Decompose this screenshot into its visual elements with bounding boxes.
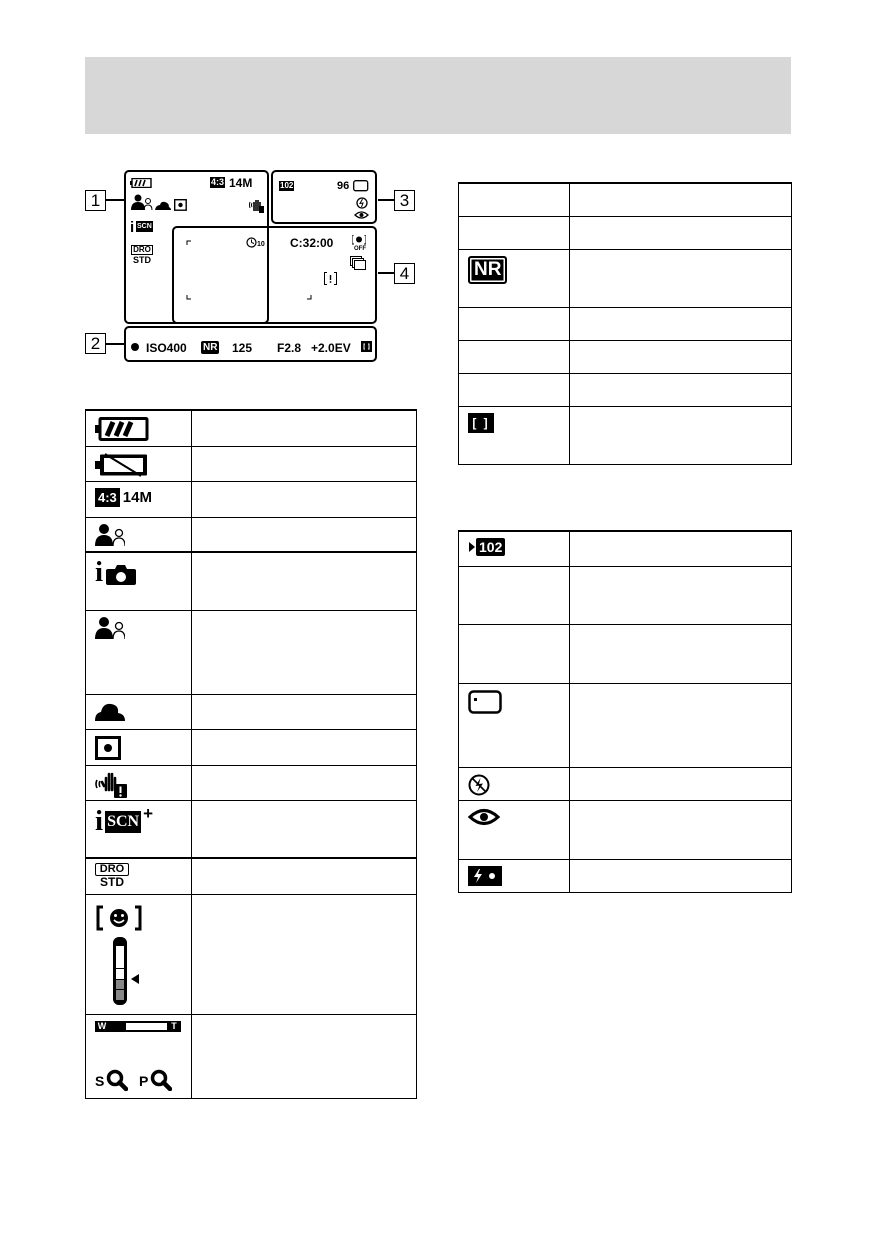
description-cell bbox=[570, 624, 792, 683]
icon-cell bbox=[459, 683, 570, 767]
table-row bbox=[459, 859, 792, 892]
image-count: 96 bbox=[337, 180, 350, 192]
icon-cell bbox=[459, 249, 570, 307]
description-cell bbox=[570, 216, 792, 249]
plus-mark: + bbox=[143, 803, 154, 823]
image-size-text: 14M bbox=[122, 488, 152, 506]
description-cell bbox=[570, 373, 792, 406]
right-indicator-table-1 bbox=[458, 182, 792, 465]
icon-cell bbox=[459, 531, 570, 566]
icon-cell bbox=[86, 894, 192, 1014]
shutter-speed: 125 bbox=[232, 341, 253, 355]
screen-diagram bbox=[80, 168, 425, 368]
callout-1: 1 bbox=[85, 190, 106, 211]
callout-1-line bbox=[106, 199, 124, 201]
burst-icon bbox=[350, 256, 367, 271]
precision-zoom-label: P bbox=[139, 1072, 149, 1089]
intelligent-auto-icon bbox=[95, 556, 191, 588]
table-row bbox=[459, 531, 792, 566]
table-row bbox=[86, 694, 417, 729]
table-row bbox=[86, 765, 417, 800]
self-timer-value: 10 bbox=[257, 241, 265, 248]
focus-indicator-icon bbox=[131, 343, 139, 351]
description-cell bbox=[192, 481, 417, 517]
battery-icon bbox=[95, 417, 149, 441]
icon-cell bbox=[459, 373, 570, 406]
superior-auto-icon bbox=[95, 803, 191, 837]
description-cell bbox=[570, 406, 792, 464]
icon-cell bbox=[459, 767, 570, 800]
callout-4: 4 bbox=[394, 263, 415, 284]
landscape-icon bbox=[95, 701, 125, 721]
description-cell bbox=[570, 800, 792, 859]
folder-arrow-icon bbox=[468, 541, 476, 553]
table-row bbox=[86, 1014, 417, 1098]
zoom-scale-icon bbox=[95, 1021, 185, 1097]
description-cell bbox=[192, 800, 417, 858]
dro-bottom-label: STD bbox=[133, 255, 151, 265]
dro-bottom-label: STD bbox=[100, 875, 124, 889]
table-row bbox=[459, 767, 792, 800]
table-row bbox=[86, 410, 417, 446]
icon-cell bbox=[459, 406, 570, 464]
icon-cell bbox=[86, 410, 192, 446]
aperture-value: F2.8 bbox=[277, 341, 302, 355]
description-cell bbox=[570, 307, 792, 340]
aspect-ratio-badge: 4:3 bbox=[95, 488, 120, 507]
icon-cell bbox=[459, 800, 570, 859]
superior-auto-icon: SCN bbox=[137, 223, 152, 230]
spot-metering-icon bbox=[95, 736, 121, 760]
icon-cell bbox=[459, 859, 570, 892]
iso-label: ISO400 bbox=[146, 341, 187, 355]
icon-cell bbox=[459, 307, 570, 340]
superior-auto-letter: i bbox=[95, 804, 104, 837]
magnifier-icon bbox=[106, 1069, 128, 1091]
af-frame-icon bbox=[174, 228, 374, 322]
callout-2: 2 bbox=[85, 333, 106, 354]
callout-2-line bbox=[106, 343, 124, 345]
battery-empty-icon bbox=[95, 453, 149, 477]
icon-cell bbox=[86, 610, 192, 694]
description-cell bbox=[192, 517, 417, 552]
table-row bbox=[86, 800, 417, 858]
superior-auto-letter: i bbox=[130, 219, 135, 236]
table-row bbox=[459, 373, 792, 406]
description-cell bbox=[192, 694, 417, 729]
table-row bbox=[459, 340, 792, 373]
description-cell bbox=[192, 894, 417, 1014]
icon-cell bbox=[86, 481, 192, 517]
icon-cell bbox=[459, 340, 570, 373]
icon-cell bbox=[459, 216, 570, 249]
dro-top-label: DRO bbox=[95, 863, 129, 876]
zoom-w-label: W bbox=[95, 1021, 109, 1032]
flash-off-icon bbox=[468, 774, 490, 796]
left-indicator-table bbox=[85, 409, 417, 1099]
af-range-finder-icon: [ ] bbox=[468, 413, 494, 433]
camera-shake-warning-icon bbox=[95, 772, 129, 798]
description-cell bbox=[192, 1014, 417, 1098]
nr-icon: NR bbox=[203, 342, 218, 353]
landscape-icon bbox=[155, 201, 171, 210]
dro-icon bbox=[131, 245, 153, 265]
red-eye-reduction-icon bbox=[468, 807, 500, 827]
smile-shutter-icon bbox=[352, 235, 366, 245]
table-row bbox=[86, 481, 417, 517]
table-row bbox=[86, 858, 417, 894]
magnifier-icon bbox=[150, 1069, 172, 1091]
display-area-4 bbox=[172, 226, 377, 324]
smile-detection-icon bbox=[95, 901, 155, 1009]
portrait-scene-icon bbox=[131, 194, 153, 210]
description-cell bbox=[570, 767, 792, 800]
table-row bbox=[86, 610, 417, 694]
table-row bbox=[459, 683, 792, 767]
table-row bbox=[459, 800, 792, 859]
zoom-fill bbox=[109, 1023, 126, 1030]
icon-cell bbox=[459, 566, 570, 624]
exposure-value: +2.0EV bbox=[311, 341, 351, 355]
dro-icon bbox=[95, 863, 129, 889]
description-cell bbox=[192, 610, 417, 694]
table-row bbox=[86, 729, 417, 765]
portrait-scene-icon bbox=[95, 524, 125, 546]
description-cell bbox=[570, 249, 792, 307]
icon-cell bbox=[86, 694, 192, 729]
smart-zoom-label: S bbox=[95, 1072, 105, 1089]
camera-shake-icon bbox=[249, 197, 265, 213]
table-row bbox=[459, 624, 792, 683]
callout-3: 3 bbox=[394, 190, 415, 211]
af-range-icon bbox=[361, 341, 372, 352]
description-cell bbox=[192, 446, 417, 481]
icon-cell bbox=[86, 800, 192, 858]
camera-icon bbox=[106, 563, 136, 585]
table-row bbox=[86, 894, 417, 1014]
smile-shutter-off: OFF bbox=[354, 246, 366, 252]
table-row bbox=[459, 566, 792, 624]
description-cell bbox=[570, 566, 792, 624]
icon-cell bbox=[86, 858, 192, 894]
description-cell bbox=[570, 683, 792, 767]
description-cell bbox=[570, 859, 792, 892]
scn-badge: SCN bbox=[105, 811, 141, 833]
table-row bbox=[459, 216, 792, 249]
table-row bbox=[459, 249, 792, 307]
callout-4-line bbox=[378, 272, 394, 274]
intelligent-auto-letter: i bbox=[95, 556, 104, 588]
scene-recognition-icon bbox=[95, 617, 125, 639]
icon-cell bbox=[459, 624, 570, 683]
aspect-ratio-icon: 4:3 bbox=[211, 177, 225, 187]
icon-cell bbox=[459, 183, 570, 216]
flash-off-icon bbox=[356, 197, 368, 209]
battery-icon bbox=[130, 178, 152, 188]
table-row bbox=[459, 307, 792, 340]
red-eye-icon bbox=[354, 210, 369, 220]
icon-cell bbox=[86, 446, 192, 481]
folder-number: 102 bbox=[476, 538, 505, 556]
icon-cell bbox=[86, 1014, 192, 1098]
description-cell bbox=[192, 410, 417, 446]
description-cell bbox=[192, 552, 417, 610]
table-row bbox=[459, 183, 792, 216]
icon-cell bbox=[86, 729, 192, 765]
icon-cell bbox=[86, 552, 192, 610]
internal-memory-icon bbox=[468, 690, 502, 714]
zoom-t-label: T bbox=[167, 1021, 181, 1032]
display-area-2 bbox=[124, 326, 377, 362]
description-cell bbox=[192, 765, 417, 800]
flash-charging-icon bbox=[468, 866, 502, 886]
image-size-icon bbox=[95, 488, 191, 507]
callout-3-line bbox=[378, 199, 394, 201]
face-detection-icon bbox=[324, 272, 337, 285]
description-cell bbox=[570, 531, 792, 566]
table-row bbox=[86, 446, 417, 481]
description-cell bbox=[192, 858, 417, 894]
folder-icon: 102 bbox=[280, 181, 294, 190]
description-cell bbox=[570, 183, 792, 216]
dro-top-label: DRO bbox=[131, 245, 153, 255]
image-size-label: 14M bbox=[229, 176, 253, 190]
right-indicator-table-2 bbox=[458, 530, 792, 893]
spot-metering-icon bbox=[174, 199, 187, 211]
noise-reduction-icon: NR bbox=[468, 256, 507, 284]
icon-cell bbox=[86, 517, 192, 552]
self-timer-icon bbox=[246, 236, 257, 248]
time-code: C:32:00 bbox=[290, 236, 334, 250]
table-row bbox=[86, 517, 417, 552]
recording-folder-icon bbox=[468, 538, 569, 556]
description-cell bbox=[570, 340, 792, 373]
memory-icon bbox=[353, 180, 369, 192]
header-band bbox=[85, 57, 791, 134]
table-row bbox=[459, 406, 792, 464]
display-area-3 bbox=[271, 170, 377, 224]
table-row bbox=[86, 552, 417, 610]
icon-cell bbox=[86, 765, 192, 800]
description-cell bbox=[192, 729, 417, 765]
